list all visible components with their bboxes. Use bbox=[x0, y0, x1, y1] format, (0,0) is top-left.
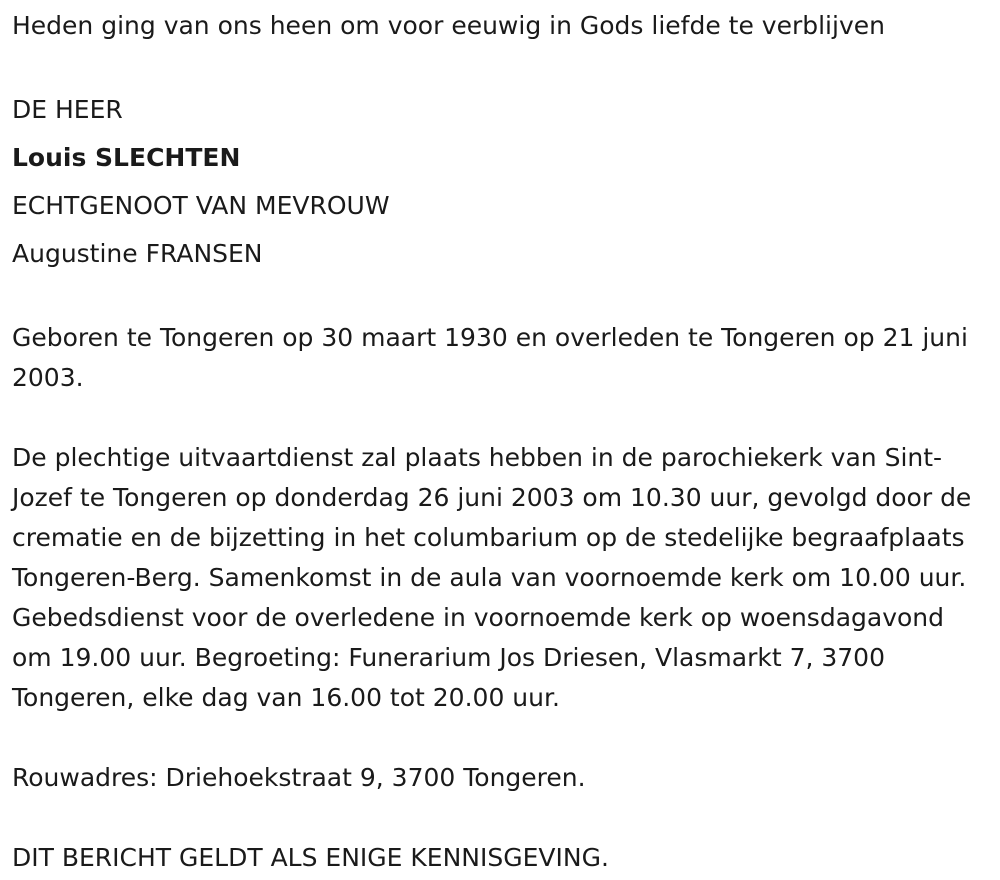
spouse-name: Augustine FRANSEN bbox=[12, 239, 263, 268]
honorific: DE HEER bbox=[12, 95, 123, 124]
notice-text: DIT BERICHT GELDT ALS ENIGE KENNISGEVING. bbox=[12, 843, 609, 872]
mourning-address: Rouwadres: Driehoekstraat 9, 3700 Tongeren. bbox=[12, 763, 586, 792]
ceremony-paragraph: De plechtige uitvaartdienst zal plaats hebben in de parochiekerk van Sint-Jozef te Tongeren op donderdag 26 juni 2003 om 10.30 uur, gevolgd door de crematie en de bijzetting in het columbarium op de stedelijke begraafplaats Tongeren-Berg. Samenkomst in de aula van voornoemde kerk om 10.00 uur. Gebedsdienst voor de overledene in voornoemde kerk op woensdagavond om 19.00 uur. Begroeting: Funerarium Jos Driesen, Vlasmarkt 7, 3700 Tongeren, elke dag van 16.00 tot 20.00 uur. bbox=[12, 443, 972, 712]
name-block bbox=[12, 86, 988, 278]
birth-death-paragraph: Geboren te Tongeren op 30 maart 1930 en overleden te Tongeren op 21 juni 2003. bbox=[12, 323, 968, 392]
intro-text: Heden ging van ons heen om voor eeuwig in Gods liefde te verblijven bbox=[12, 11, 885, 40]
relation-label: ECHTGENOOT VAN MEVROUW bbox=[12, 191, 390, 220]
deceased-name: Louis SLECHTEN bbox=[12, 143, 241, 172]
